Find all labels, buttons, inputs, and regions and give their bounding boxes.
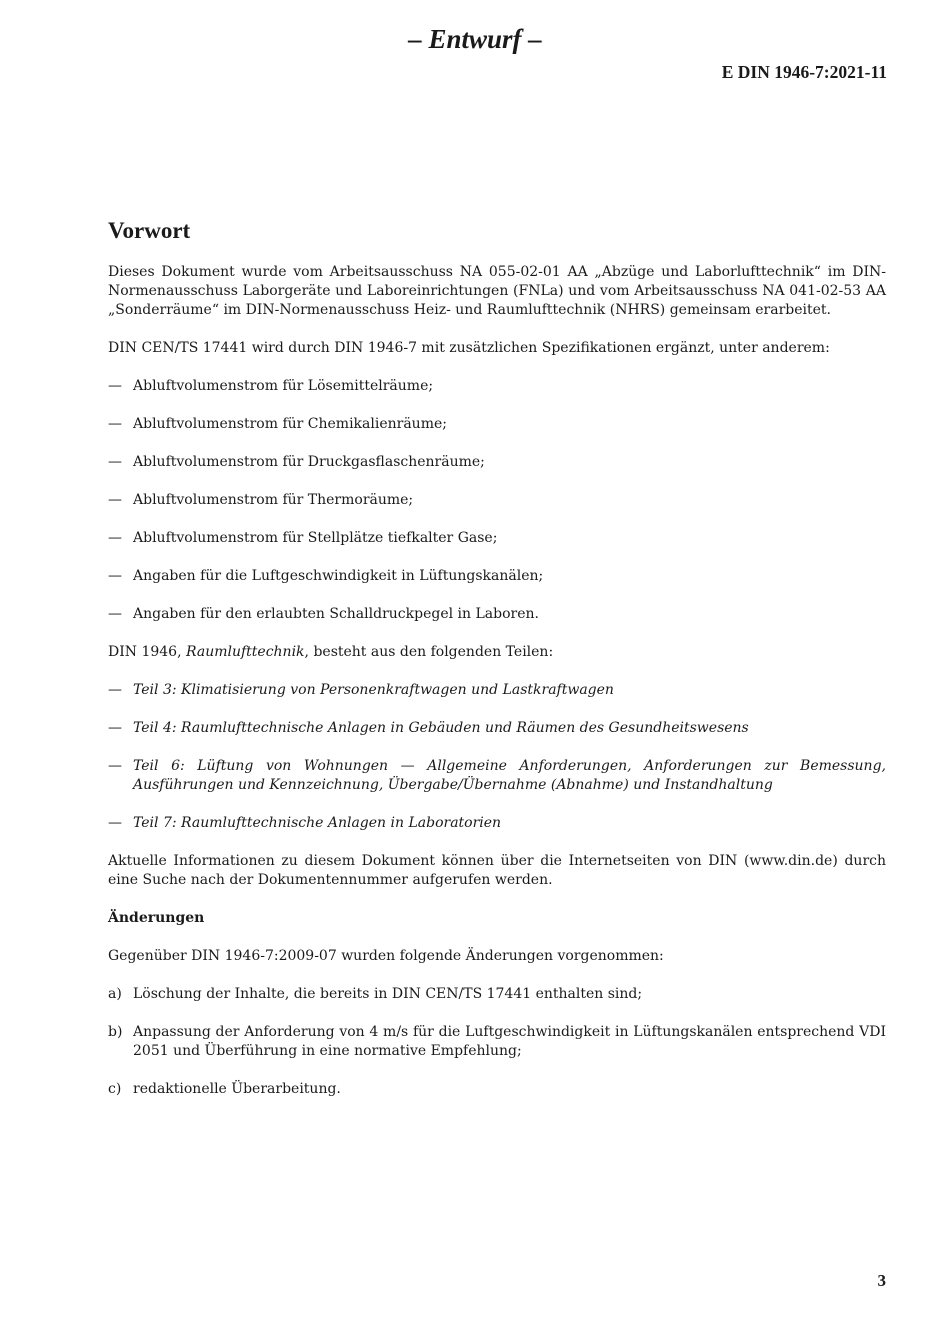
list-marker: b) bbox=[108, 1024, 123, 1040]
list-item-text: Angaben für den erlaubten Schalldruckpegel in Laboren. bbox=[133, 606, 539, 622]
dash-marker: — bbox=[108, 378, 122, 394]
list-item bbox=[108, 567, 886, 586]
part-title: Teil 4: Raumlufttechnische Anlagen in Gebäuden und Räumen des Gesundheitswesens bbox=[133, 720, 749, 736]
list-item-text: Abluftvolumenstrom für Chemikalienräume; bbox=[133, 416, 447, 432]
list-item bbox=[108, 377, 886, 396]
list-item bbox=[108, 453, 886, 472]
foreword-heading: Vorwort bbox=[108, 218, 191, 243]
supplement-list bbox=[108, 377, 886, 624]
list-item-text: Abluftvolumenstrom für Druckgasflaschenräume; bbox=[133, 454, 485, 470]
list-marker: c) bbox=[108, 1081, 122, 1097]
list-item bbox=[108, 757, 886, 795]
list-item-text: Angaben für die Luftgeschwindigkeit in Lüftungskanälen; bbox=[133, 568, 544, 584]
list-item bbox=[108, 985, 886, 1004]
part-title: Teil 6: Lüftung von Wohnungen — Allgemeine Anforderungen, Anforderungen zur Bemessung, Ausführungen und Kennzeichnung, Übergabe/Übernahme (Abnahme) und Instandhaltung bbox=[133, 758, 886, 793]
dash-marker: — bbox=[108, 416, 122, 432]
dash-marker: — bbox=[108, 530, 122, 546]
list-item bbox=[108, 719, 886, 738]
list-item bbox=[108, 491, 886, 510]
dash-marker: — bbox=[108, 606, 122, 622]
list-item bbox=[108, 605, 886, 624]
list-item-text: Löschung der Inhalte, die bereits in DIN CEN/TS 17441 enthalten sind; bbox=[133, 986, 643, 1002]
list-item bbox=[108, 814, 886, 833]
dash-marker: — bbox=[108, 815, 122, 831]
supplement-intro: DIN CEN/TS 17441 wird durch DIN 1946-7 mit zusätzlichen Spezifikationen ergänzt, unter anderem: bbox=[108, 340, 830, 356]
draft-title: – Entwurf – bbox=[408, 24, 542, 54]
list-item bbox=[108, 1023, 886, 1061]
changes-list bbox=[108, 985, 886, 1099]
list-item-text: redaktionelle Überarbeitung. bbox=[133, 1081, 341, 1097]
parts-intro-prefix: DIN 1946, bbox=[108, 644, 186, 660]
foreword-intro: Dieses Dokument wurde vom Arbeitsausschuss NA 055-02-01 AA „Abzüge und Laborlufttechnik“ im DIN-Normenausschuss Laborgeräte und Laboreinrichtungen (FNLa) und vom Arbeitsausschuss NA 041-02-53 AA „Sonderräume“ im DIN-Normenausschuss Heiz- und Raumlufttechnik (NHRS) gemeinsam erarbeitet. bbox=[108, 264, 886, 318]
changes-intro: Gegenüber DIN 1946-7:2009-07 wurden folgende Änderungen vorgenommen: bbox=[108, 948, 664, 964]
document-identifier: E DIN 1946-7:2021-11 bbox=[721, 62, 887, 82]
dash-marker: — bbox=[108, 720, 122, 736]
part-title: Teil 3: Klimatisierung von Personenkraftwagen und Lastkraftwagen bbox=[133, 682, 614, 698]
dash-marker: — bbox=[108, 682, 122, 698]
changes-heading: Änderungen bbox=[108, 910, 205, 926]
list-item bbox=[108, 529, 886, 548]
list-item-text: Abluftvolumenstrom für Stellplätze tiefkalter Gase; bbox=[133, 530, 498, 546]
info-paragraph: Aktuelle Informationen zu diesem Dokument können über die Internetseiten von DIN (www.din.de) durch eine Suche nach der Dokumentennummer aufgerufen werden. bbox=[108, 853, 886, 888]
parts-intro-title: Raumlufttechnik bbox=[185, 644, 305, 660]
list-item bbox=[108, 1080, 886, 1099]
list-item-text: Abluftvolumenstrom für Lösemittelräume; bbox=[133, 378, 434, 394]
list-item-text: Abluftvolumenstrom für Thermoräume; bbox=[133, 492, 414, 508]
dash-marker: — bbox=[108, 492, 122, 508]
dash-marker: — bbox=[108, 454, 122, 470]
page-number: 3 bbox=[877, 1271, 886, 1290]
list-marker: a) bbox=[108, 986, 122, 1002]
list-item-text: Anpassung der Anforderung von 4 m/s für die Luftgeschwindigkeit in Lüftungskanälen entsprechend VDI 2051 und Überführung in eine normative Empfehlung; bbox=[133, 1024, 886, 1059]
parts-list bbox=[108, 681, 886, 833]
list-item bbox=[108, 681, 886, 700]
parts-intro-suffix: , besteht aus den folgenden Teilen: bbox=[304, 644, 554, 660]
part-title: Teil 7: Raumlufttechnische Anlagen in Laboratorien bbox=[133, 815, 502, 831]
page-body bbox=[108, 216, 886, 1118]
list-item bbox=[108, 415, 886, 434]
parts-intro bbox=[108, 643, 886, 662]
dash-marker: — bbox=[108, 568, 122, 584]
dash-marker: — bbox=[108, 758, 122, 774]
